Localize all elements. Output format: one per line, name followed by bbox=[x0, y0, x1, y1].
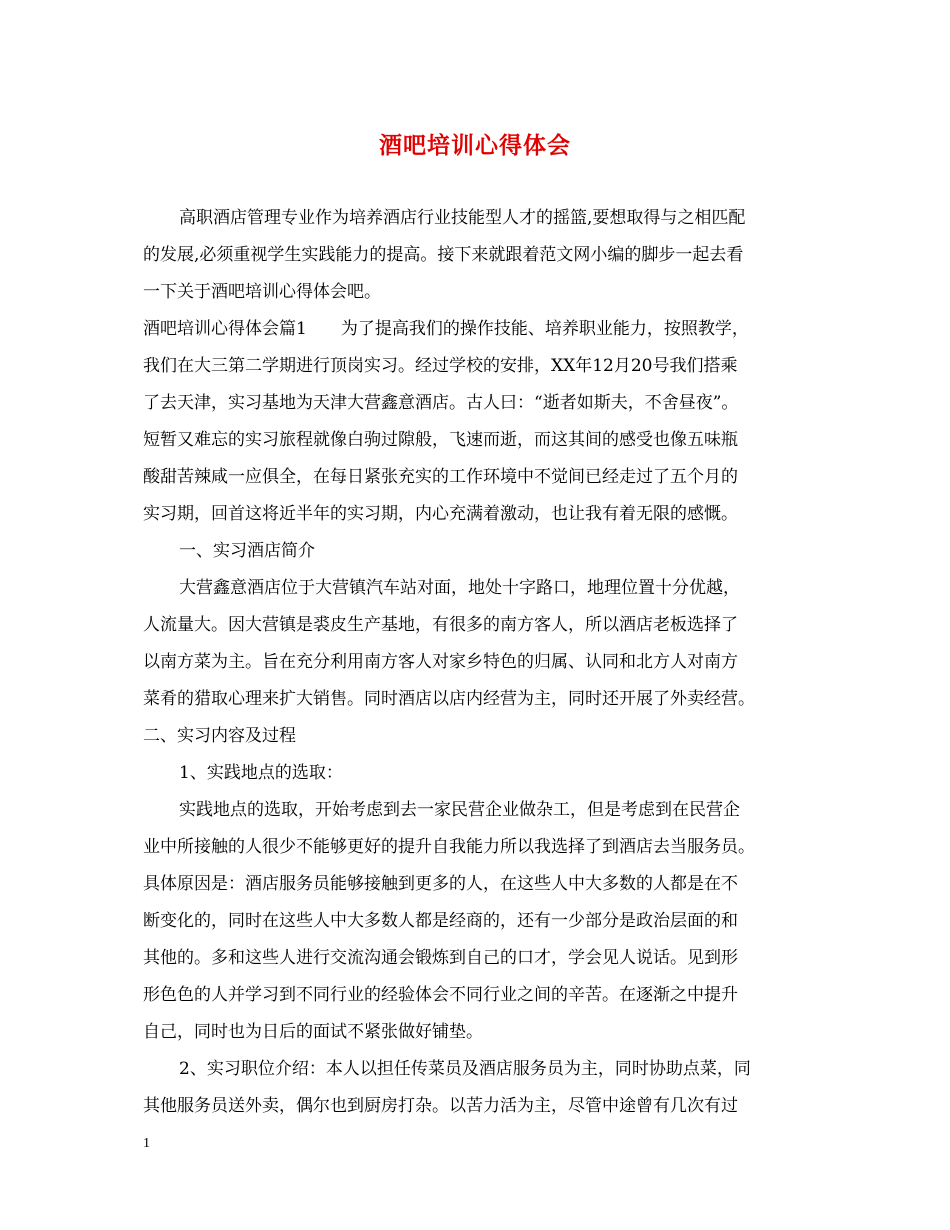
page-number: 1 bbox=[143, 1136, 150, 1151]
paragraph-line: 我们在大三第二学期进行顶岗实习。经过学校的安排，XX年12月20号我们搭乘 bbox=[143, 356, 738, 376]
paragraph-line: 其他服务员送外卖，偶尔也到厨房打杂。以苦力活为主，尽管中途曾有几次有过 bbox=[143, 1096, 738, 1116]
paragraph-line: 自己，同时也为日后的面试不紧张做好铺垫。 bbox=[143, 1022, 483, 1042]
document-title: 酒吧培训心得体会 bbox=[379, 132, 571, 159]
paragraph-line: 实践地点的选取，开始考虑到去一家民营企业做杂工，但是考虑到在民营企 bbox=[179, 800, 740, 820]
paragraph-line: 断变化的，同时在这些人中大多数人都是经商的，还有一少部分是政治层面的和 bbox=[143, 911, 738, 931]
paragraph-line: 短暂又难忘的实习旅程就像白驹过隙般，飞速而逝，而这其间的感受也像五味瓶 bbox=[143, 430, 738, 450]
paragraph-line: 以南方菜为主。旨在充分利用南方客人对家乡特色的归属、认同和北方人对南方 bbox=[143, 652, 738, 672]
paragraph-line: 了去天津，实习基地为天津大营鑫意酒店。古人曰：“逝者如斯夫，不舍昼夜”。 bbox=[143, 393, 739, 413]
paragraph-line: 形色色的人并学习到不同行业的经验体会不同行业之间的辛苦。在逐渐之中提升 bbox=[143, 985, 738, 1005]
paragraph-line: 实习期，回首这将近半年的实习期，内心充满着激动，也让我有着无限的感慨。 bbox=[143, 504, 738, 524]
subsection-heading: 1、实践地点的选取： bbox=[179, 763, 343, 783]
paragraph-line: 具体原因是：酒店服务员能够接触到更多的人，在这些人中大多数的人都是在不 bbox=[143, 874, 738, 894]
paragraph-line: 2、实习职位介绍：本人以担任传菜员及酒店服务员为主，同时协助点菜，同 bbox=[179, 1059, 751, 1079]
paragraph-line: 大营鑫意酒店位于大营镇汽车站对面，地处十字路口，地理位置十分优越， bbox=[179, 578, 740, 598]
document-body bbox=[143, 200, 821, 1125]
section-heading: 二、实习内容及过程 bbox=[143, 726, 296, 746]
paragraph-line: 菜肴的猎取心理来扩大销售。同时酒店以店内经营为主，同时还开展了外卖经营。 bbox=[143, 689, 755, 709]
paragraph-line: 高职酒店管理专业作为培养酒店行业技能型人才的摇篮,要想取得与之相匹配 bbox=[179, 208, 746, 228]
paragraph-line: 的发展,必须重视学生实践能力的提高。接下来就跟着范文网小编的脚步一起去看 bbox=[143, 245, 744, 265]
paragraph-line: 人流量大。因大营镇是裘皮生产基地，有很多的南方客人，所以酒店老板选择了 bbox=[143, 615, 738, 635]
paragraph-line: 一下关于酒吧培训心得体会吧。 bbox=[143, 282, 381, 302]
paragraph-line: 业中所接触的人很少不能够更好的提升自我能力所以我选择了到酒店去当服务员。 bbox=[143, 837, 755, 857]
paragraph-line: 酒吧培训心得体会篇1 为了提高我们的操作技能、培养职业能力，按照教学， bbox=[143, 319, 749, 339]
paragraph-line: 酸甜苦辣咸一应俱全，在每日紧张充实的工作环境中不觉间已经走过了五个月的 bbox=[143, 467, 738, 487]
section-heading: 一、实习酒店简介 bbox=[179, 541, 315, 561]
paragraph-line: 其他的。多和这些人进行交流沟通会锻炼到自己的口才，学会见人说话。见到形 bbox=[143, 948, 738, 968]
